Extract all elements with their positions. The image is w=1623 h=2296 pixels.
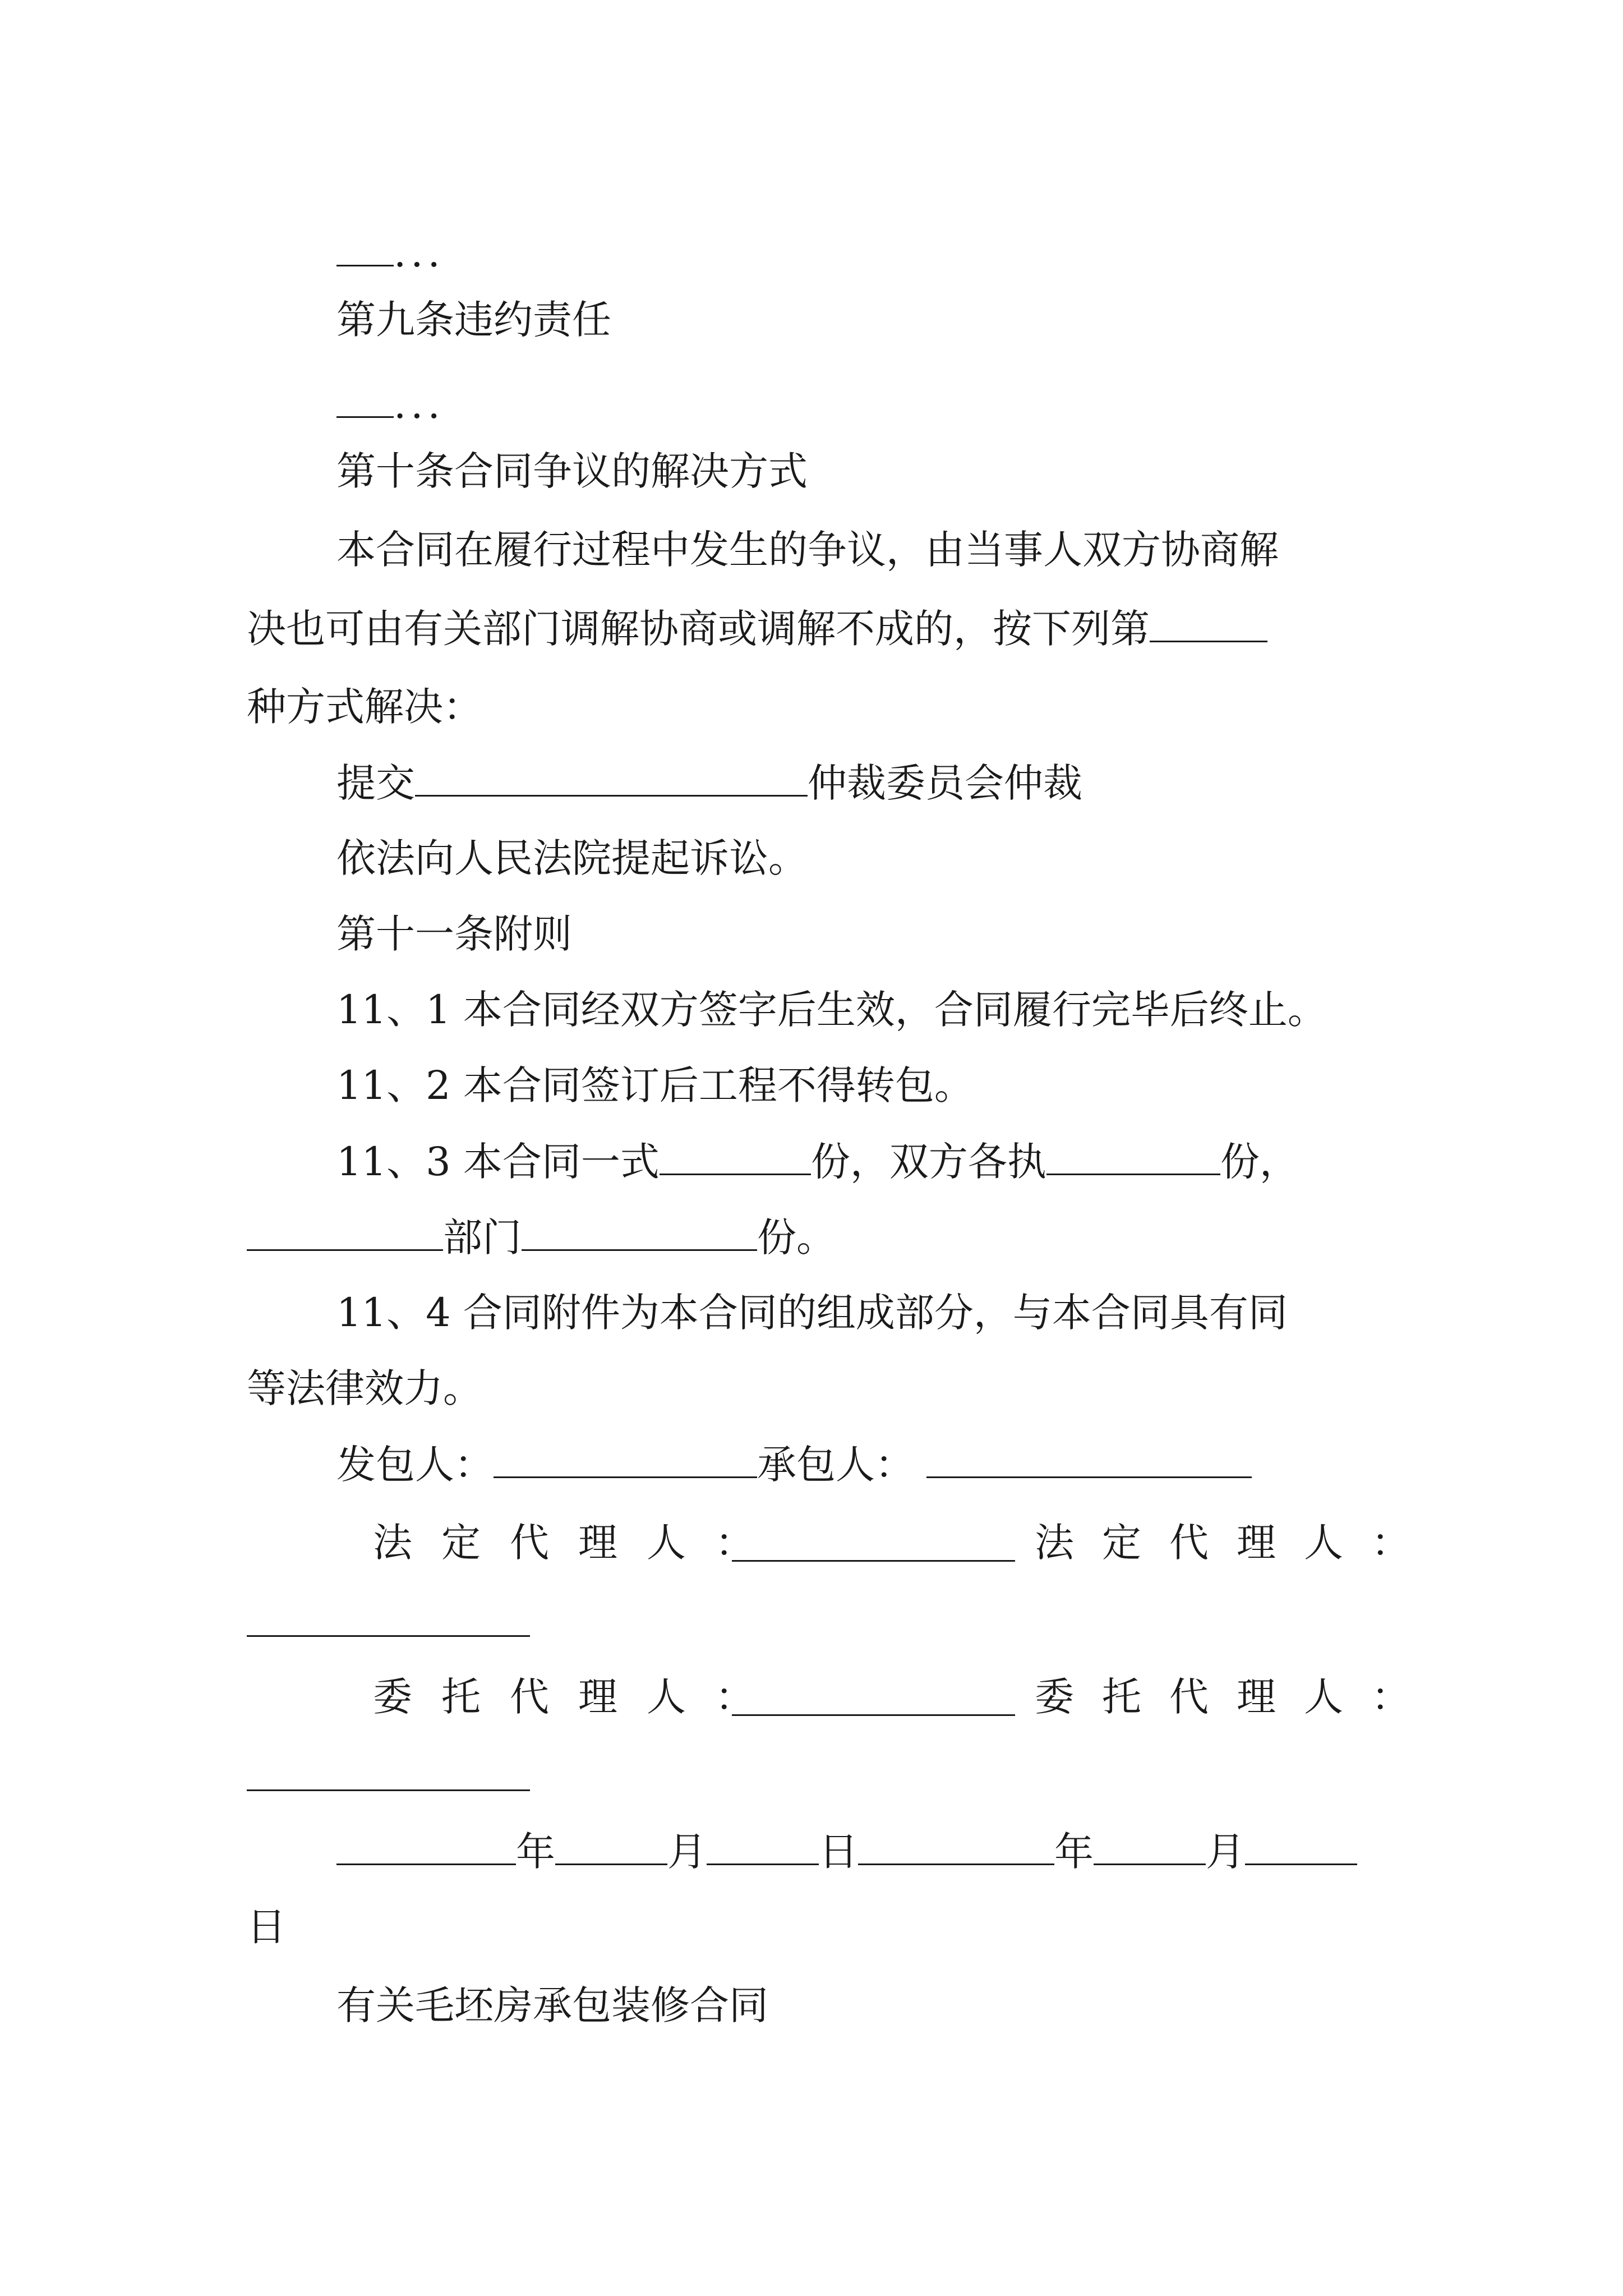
article-10-paragraph-line: 种方式解决： <box>247 684 482 730</box>
blank-underline <box>247 1214 443 1251</box>
article-11-title: 第十一条附则 <box>336 911 572 957</box>
agent-blank-1 <box>732 1714 1015 1716</box>
day-blank-2 <box>1245 1829 1357 1865</box>
resolution-option-arbitration <box>336 760 1082 805</box>
employer-signature-blank <box>494 1442 757 1478</box>
clause-11-4-continued: 等法律效力。 <box>247 1365 482 1411</box>
blank-underline <box>1046 1139 1220 1175</box>
legal-rep-label-1: 法定代理人： <box>373 1520 783 1566</box>
article-10-paragraph-line <box>247 606 1267 651</box>
article-10-title: 第十条合同争议的解决方式 <box>336 448 808 494</box>
signature-parties-line <box>336 1442 1252 1487</box>
clause-text: 11、3 本合同一式 <box>336 1139 660 1185</box>
agent-label-2: 委托代理人： <box>1035 1674 1438 1720</box>
month-label-2: 月 <box>1206 1829 1245 1875</box>
year-blank-2 <box>858 1829 1054 1865</box>
blank-underline <box>660 1139 811 1175</box>
contractor-label: 承包人： <box>757 1442 914 1488</box>
day-label: 日 <box>819 1829 858 1875</box>
day-label-wrapped: 日 <box>247 1904 286 1950</box>
option-suffix: 仲裁委员会仲裁 <box>808 760 1082 806</box>
clause-11-3-continued <box>247 1214 836 1259</box>
blank-underline <box>336 230 394 266</box>
month-label: 月 <box>667 1829 707 1875</box>
blank-underline <box>522 1214 757 1251</box>
option-prefix: 提交 <box>336 760 415 806</box>
clause-11-2: 11、2 本合同签订后工程不得转包。 <box>336 1062 974 1108</box>
clause-text: 份， <box>1220 1139 1299 1185</box>
legal-rep-label-2: 法定代理人： <box>1035 1520 1438 1566</box>
article-9-title: 第九条违约责任 <box>336 297 611 343</box>
blank-underline <box>336 381 394 418</box>
clause-text: 份，双方各执 <box>810 1139 1046 1185</box>
clause-11-3 <box>336 1139 1299 1184</box>
clause-text: 份。 <box>757 1214 836 1260</box>
continuation-line <box>336 230 445 275</box>
clause-text: 部门 <box>443 1214 522 1260</box>
employer-label: 发包人： <box>336 1442 494 1488</box>
paragraph-text: 决也可由有关部门调解协商或调解不成的，按下列第 <box>247 606 1150 652</box>
blank-underline <box>415 760 808 797</box>
clause-11-4: 11、4 合同附件为本合同的组成部分，与本合同具有同 <box>336 1290 1288 1336</box>
clause-11-1: 11、1 本合同经双方签字后生效，合同履行完毕后终止。 <box>336 987 1327 1033</box>
continuation-line <box>336 381 445 426</box>
year-label-2: 年 <box>1054 1829 1094 1875</box>
contractor-signature-blank <box>926 1442 1252 1478</box>
resolution-option-litigation: 依法向人民法院提起诉讼。 <box>336 835 808 881</box>
agent-label-1: 委托代理人： <box>373 1674 783 1720</box>
signing-date-line <box>336 1829 1357 1874</box>
blank-underline <box>1150 606 1267 642</box>
ellipsis: ... <box>394 230 445 276</box>
month-blank-2 <box>1094 1829 1206 1865</box>
legal-rep-blank-2 <box>247 1635 530 1637</box>
article-10-paragraph-line: 本合同在履行过程中发生的争议，由当事人双方协商解 <box>336 527 1279 573</box>
month-blank <box>555 1829 667 1865</box>
ellipsis: ... <box>394 381 445 427</box>
legal-rep-blank-1 <box>732 1560 1015 1562</box>
year-blank <box>336 1829 516 1865</box>
agent-blank-2 <box>247 1789 530 1791</box>
year-label: 年 <box>516 1829 555 1875</box>
day-blank <box>707 1829 819 1865</box>
next-contract-title: 有关毛坯房承包装修合同 <box>336 1982 768 2028</box>
